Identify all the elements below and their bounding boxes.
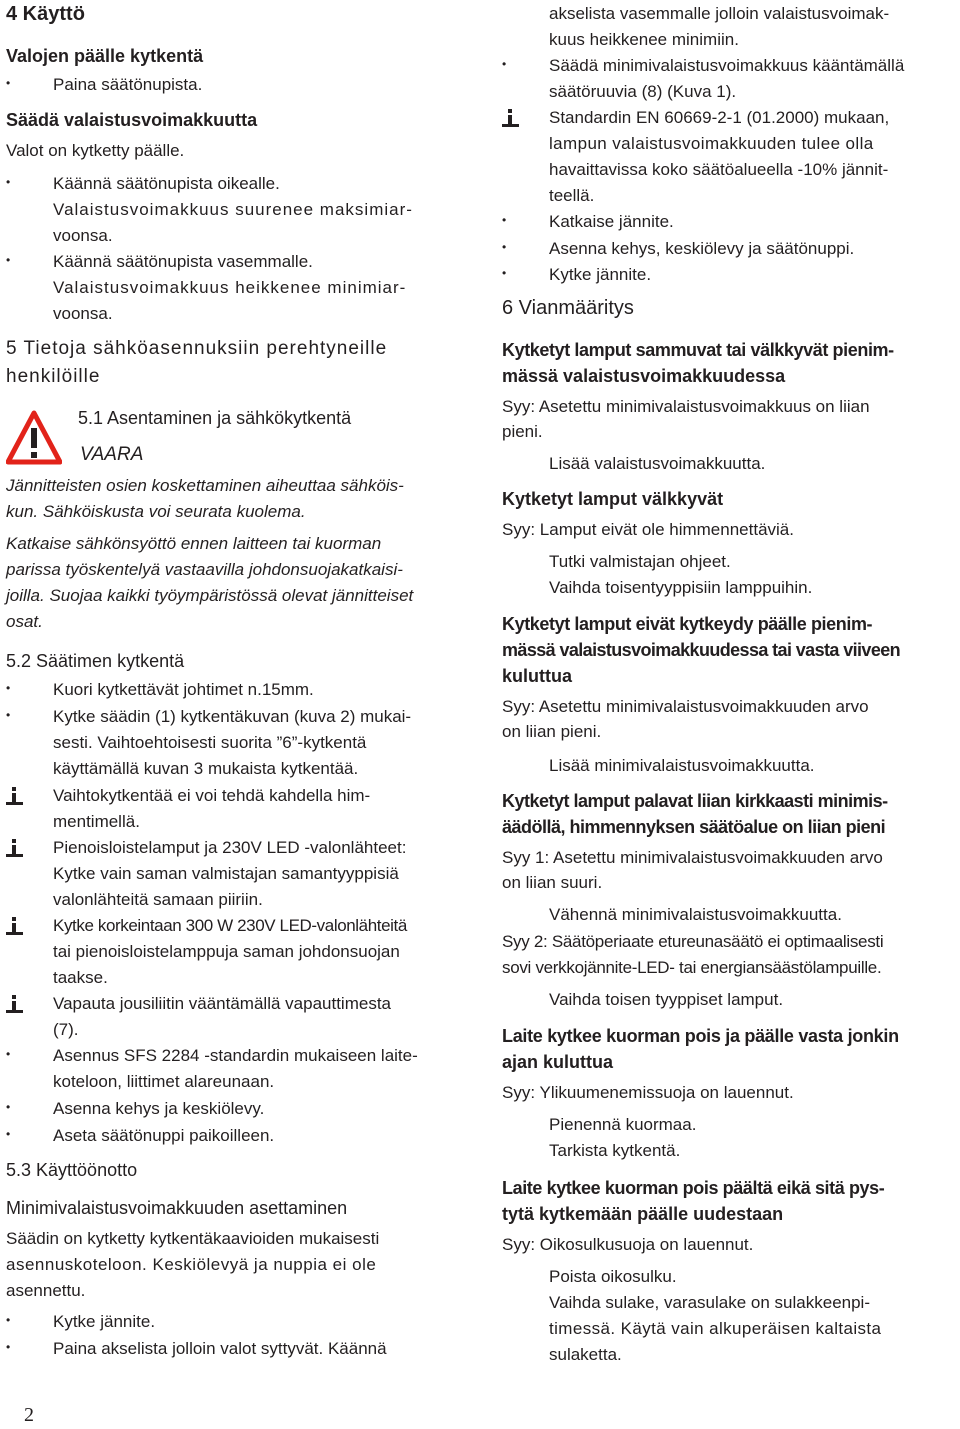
section-heading-tietoja: 5 Tietoja sähköasennuksiin perehtyneille [6, 338, 388, 359]
bullet-text: sesti. Vaihtoehtoisesti suorita ”6”-kytkentä [53, 733, 367, 752]
info-text: Pienoisloistelamput ja 230V LED -valonlähteet: [53, 838, 407, 857]
problem-heading: äädöllä, himmennyksen säätöalue on liian pieni [502, 817, 886, 837]
problem-heading: mässä valaistusvoimakkuudessa [502, 366, 786, 386]
action-text: sulaketta. [549, 1345, 622, 1364]
bullet-text: käyttämällä kuvan 3 mukaista kytkentää. [53, 759, 359, 778]
paragraph: voonsa. [53, 304, 113, 323]
problem-heading: mässä valaistusvoimakkuudessa tai vasta viiveen [502, 640, 901, 660]
action-text: Tutki valmistajan ohjeet. [549, 552, 731, 571]
bullet-text: Katkaise jännite. [549, 212, 674, 231]
info-text: teellä. [549, 186, 595, 205]
info-icon [6, 786, 24, 806]
bullet-text: Kytke jännite. [53, 1312, 156, 1331]
cause-text: pieni. [502, 422, 543, 441]
info-text: Vaihtokytkentää ei voi tehdä kahdella him- [53, 786, 371, 805]
problem-heading: tytä kytkemään päälle uudestaan [502, 1204, 784, 1224]
info-icon [502, 108, 520, 128]
cause-text: on liian pieni. [502, 722, 602, 741]
bullet-text: säätöruuvia (8) (Kuva 1). [549, 82, 737, 101]
bullet-text: Asennus SFS 2284 -standardin mukaiseen laite- [53, 1046, 418, 1065]
cause-text: on liian suuri. [502, 873, 603, 892]
warning-text: Jännitteisten osien koskettaminen aiheuttaa sähköis- [6, 476, 404, 495]
info-icon [6, 838, 24, 858]
info-icon [6, 916, 24, 936]
warning-text: kun. Sähköiskusta voi seurata kuolema. [6, 502, 306, 521]
cause-text: Syy: Ylikuumenemissuoja on lauennut. [502, 1083, 794, 1102]
paragraph: kuus heikkenee minimiin. [549, 30, 739, 49]
action-text: Vähennä minimivalaistusvoimakkuutta. [549, 905, 842, 924]
danger-label: VAARA [80, 444, 144, 465]
subheading-valojen-kytkenta: Valojen päälle kytkentä [6, 46, 204, 66]
problem-heading: Kytketyt lamput palavat liian kirkkaasti minimis- [502, 791, 888, 811]
paragraph: Säädin on kytketty kytkentäkaavioiden mukaisesti [6, 1229, 380, 1248]
bullet-icon: • [6, 253, 11, 267]
bullet-text: Säädä minimivalaistusvoimakkuus kääntämällä [549, 56, 905, 75]
problem-heading: Kytketyt lamput sammuvat tai välkkyvät pienim- [502, 340, 894, 360]
bullet-icon: • [502, 57, 507, 71]
paragraph: asennettu. [6, 1281, 86, 1300]
bullet-text: Käännä säätönupista oikealle. [53, 174, 280, 193]
problem-heading: Laite kytkee kuorman pois ja päälle vasta jonkin [502, 1026, 899, 1046]
info-text: valonlähteitä samaan piiriin. [53, 890, 263, 909]
problem-heading: ajan kuluttua [502, 1052, 614, 1072]
paragraph: Valot on kytketty päälle. [6, 141, 185, 160]
action-text: timessä. Käytä vain alkuperäisen kaltaista [549, 1319, 882, 1338]
action-text: Lisää valaistusvoimakkuutta. [549, 454, 766, 473]
cause-text: Syy: Lamput eivät ole himmennettäviä. [502, 520, 794, 539]
problem-heading: Kytketyt lamput välkkyvät [502, 489, 724, 509]
bullet-icon: • [6, 681, 11, 695]
subheading-asentaminen: 5.1 Asentaminen ja sähkökytkentä [78, 408, 352, 428]
info-text: Kytke vain saman valmistajan samantyyppisiä [53, 864, 399, 883]
problem-heading: Kytketyt lamput eivät kytkeydy päälle pienim- [502, 614, 873, 634]
paragraph: akselista vasemmalle jolloin valaistusvoimak- [549, 4, 890, 23]
bullet-icon: • [6, 1127, 11, 1141]
section-heading-kaytto: 4 Käyttö [6, 3, 85, 25]
bullet-text: Paina akselista jolloin valot syttyvät. Käännä [53, 1339, 387, 1358]
bullet-text: Käännä säätönupista vasemmalle. [53, 252, 313, 271]
bullet-text: Kytke säädin (1) kytkentäkuvan (kuva 2) mukai- [53, 707, 412, 726]
bullet-icon: • [6, 76, 11, 90]
info-text: (7). [53, 1020, 79, 1039]
bullet-text: Asenna kehys ja keskiölevy. [53, 1099, 265, 1118]
info-text: taakse. [53, 968, 108, 987]
subheading-saada: Säädä valaistusvoimakkuutta [6, 110, 258, 130]
bullet-text: Kuori kytkettävät johtimet n.15mm. [53, 680, 314, 699]
info-icon [6, 994, 24, 1014]
paragraph: Valaistusvoimakkuus heikkenee minimiar- [53, 278, 407, 297]
bullet-icon: • [502, 240, 507, 254]
info-text: lampun valaistusvoimakkuuden tulee olla [549, 134, 874, 153]
paragraph: asennuskoteloon. Keskiölevyä ja nuppia ei ole [6, 1255, 377, 1274]
bullet-text: koteloon, liittimet alareunaan. [53, 1072, 275, 1091]
bullet-text: Paina säätönupista. [53, 75, 203, 94]
action-text: Lisää minimivalaistusvoimakkuutta. [549, 756, 815, 775]
action-text: Pienennä kuormaa. [549, 1115, 697, 1134]
info-text: Standardin EN 60669-2-1 (01.2000) mukaan, [549, 108, 890, 127]
section-heading-tietoja: henkilöille [6, 366, 101, 387]
paragraph: Valaistusvoimakkuus suurenee maksimiar- [53, 200, 413, 219]
paragraph: voonsa. [53, 226, 113, 245]
bullet-icon: • [6, 175, 11, 189]
bullet-icon: • [6, 1340, 11, 1354]
action-text: Vaihda toisentyyppisiin lamppuihin. [549, 578, 813, 597]
info-text: Kytke korkeintaan 300 W 230V LED-valonlähteitä [53, 916, 407, 935]
page-number: 2 [24, 1404, 34, 1426]
action-text: Poista oikosulku. [549, 1267, 677, 1286]
bullet-icon: • [6, 1100, 11, 1114]
info-text: havaittavissa koko säätöalueella -10% jännit- [549, 160, 889, 179]
bullet-text: Asenna kehys, keskiölevy ja säätönuppi. [549, 239, 855, 258]
bullet-icon: • [6, 1313, 11, 1327]
info-text: tai pienoisloistelamppuja saman johdonsuojan [53, 942, 400, 961]
bullet-icon: • [6, 708, 11, 722]
subheading-minimi: Minimivalaistusvoimakkuuden asettaminen [6, 1198, 348, 1218]
problem-heading: kuluttua [502, 666, 572, 686]
problem-heading: Laite kytkee kuorman pois päältä eikä sitä pys- [502, 1178, 885, 1198]
warning-triangle-icon [6, 410, 62, 466]
info-text: Vapauta jousiliitin vääntämällä vapauttimesta [53, 994, 391, 1013]
bullet-text: Kytke jännite. [549, 265, 652, 284]
cause-text: sovi verkkojännite-LED- tai energiansäästölampuille. [502, 958, 882, 977]
warning-text: parissa työskentelyä vastaavilla johdonsuojakatkaisi- [6, 560, 403, 579]
action-text: Vaihda sulake, varasulake on sulakkeenpi- [549, 1293, 870, 1312]
section-heading-vianmaaritys: 6 Vianmääritys [502, 297, 634, 319]
warning-text: joilla. Suojaa kaikki työympäristössä olevat jännitteiset [6, 586, 414, 605]
bullet-icon: • [502, 213, 507, 227]
bullet-text: Aseta säätönuppi paikoilleen. [53, 1126, 275, 1145]
action-text: Tarkista kytkentä. [549, 1141, 681, 1160]
cause-text: Syy: Oikosulkusuoja on lauennut. [502, 1235, 754, 1254]
cause-text: Syy 1: Asetettu minimivalaistusvoimakkuuden arvo [502, 848, 883, 867]
cause-text: Syy: Asetettu minimivalaistusvoimakkuuden arvo [502, 697, 869, 716]
info-text: mentimellä. [53, 812, 140, 831]
action-text: Vaihda toisen tyyppiset lamput. [549, 990, 784, 1009]
warning-text: Katkaise sähkönsyöttö ennen laitteen tai kuorman [6, 534, 382, 553]
subheading-kayttoonotto: 5.3 Käyttöönotto [6, 1160, 138, 1180]
bullet-icon: • [502, 266, 507, 280]
cause-text: Syy: Asetettu minimivalaistusvoimakkuus on liian [502, 397, 870, 416]
subheading-saatimen-kytkenta: 5.2 Säätimen kytkentä [6, 651, 185, 671]
warning-text: osat. [6, 612, 43, 631]
bullet-icon: • [6, 1047, 11, 1061]
cause-text: Syy 2: Säätöperiaate etureunasäätö ei optimaalisesti [502, 932, 884, 951]
